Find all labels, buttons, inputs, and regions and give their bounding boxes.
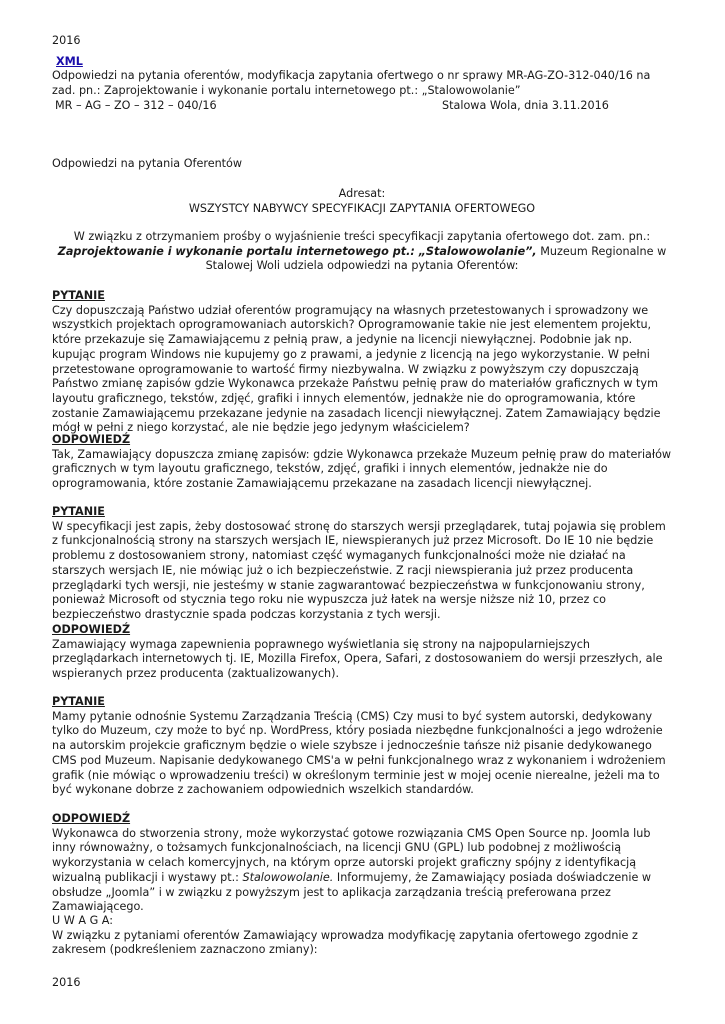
question-3 bbox=[52, 695, 672, 798]
question-2 bbox=[52, 505, 672, 623]
question-label: PYTANIE bbox=[52, 289, 105, 302]
question-label: PYTANIE bbox=[52, 505, 105, 518]
answer-text: Tak, Zamawiający dopuszcza zmianę zapisów: gdzie Wykonawca przekaże Muzeum pełnię praw do materiałów graficznych w tym layoutu graficznego, tekstów, zdjęć, grafiki i innych elementów, jednakże nie do oprogramowania, które zostanie Zamawiającemu przekazane na zasadach licencji niewyłącznej. bbox=[52, 447, 672, 491]
answer-3 bbox=[52, 812, 672, 915]
addressee-value: WSZYSTCY NABYWCY SPECYFIKACJI ZAPYTANIA OFERTOWEGO bbox=[188, 201, 536, 215]
publication-title: Stalowowolanie. bbox=[242, 870, 334, 884]
answer-text: Zamawiający wymaga zapewnienia poprawnego wyświetlania się strony na najpopularniejszych przeglądarkach internetowych tj. IE, Mozilla Firefox, Opera, Safari, z dostosowaniem do wersji przeszłych, ale wspieranych przez producenta (zaktualizowanych). bbox=[52, 637, 663, 681]
answer-text-before: Wykonawca do stworzenia strony, może wykorzystać gotowe rozwiązania CMS Open Source np. Joomla lub inny równoważny, o tożsamych funkcjonalnościach, na licencji GNU (GPL) lub podobnej z możliwością wykorzystania w celach komercyjnych, na którym oprze autorski projekt graficzny spójny z identyfikacją wizualną publikacji i wystawy pt.: bbox=[52, 826, 651, 884]
lead-text-after: Muzeum Regionalne w Stalowej Woli udziela odpowiedzi na pytania Oferentów: bbox=[205, 244, 667, 273]
answer-text bbox=[52, 827, 672, 915]
question-1 bbox=[52, 289, 672, 436]
answer-label: ODPOWIEDŹ bbox=[52, 433, 131, 446]
addressee-label: Adresat: bbox=[338, 187, 386, 200]
reference-row bbox=[52, 99, 672, 114]
notice-block bbox=[52, 914, 672, 958]
question-text: Mamy pytanie odnośnie Systemu Zarządzania Treścią (CMS) Czy musi to być system autorski, dedykowany tylko do Muzeum, czy może to być np. WordPress, który posiada niezbędne funkcjonalności a jego wdrożenie na autorskim projekcie graficznym będzie o wiele szybsze i jednocześnie tańsze niż pisanie dedykowanego CMS pod Muzeum. Napisanie dedykowanego CMS'a w pełni funkcjonalnego wraz z wykonaniem i wdrożeniem grafik (nie mówiąc o wprowadzeniu treści) w określonym terminie jest w mojej ocenie nierealne, jeżeli ma to być wykonane dobrze z zachowaniem odpowiednich wszelkich standardów. bbox=[52, 709, 666, 797]
lead-text-before: W związku z otrzymaniem prośby o wyjaśnienie treści specyfikacji zapytania ofertowego dot. zam. pn.: bbox=[73, 230, 651, 243]
lead-task-name: Zaprojektowanie i wykonanie portalu internetowego pt.: „Stalowowolanie”, bbox=[57, 244, 537, 258]
intro-title: Odpowiedzi na pytania Oferentów bbox=[52, 157, 243, 170]
answer-2 bbox=[52, 623, 672, 682]
answer-label: ODPOWIEDŹ bbox=[52, 812, 131, 825]
question-text: Czy dopuszczają Państwo udział oferentów programujący na własnych przetestowanych i sprowadzony we wszystkich projektach oprogramowaniach autorskich? Oprogramowanie takie nie jest elementem projektu, które przekazuje się Zamawiającemu z pełnią praw, a jedynie na licencji niewyłącznej. Podobnie jak np. kupując program Windows nie kupujemy go z prawami, a jedynie z licencją na jego wykorzystanie. W pełni przetestowane oprogramowanie to wartość firmy niezbywalna. W związku z powyższym czy dopuszczają Państwo zmianę zapisów gdzie Wykonawca przekaże Państwu pełnię praw do materiałów graficznych w tym layoutu graficznego, tekstów, zdjęć, grafiki i innych elementów, jednakże nie do oprogramowania, które zostanie Zamawiającemu przekazane jedynie na zasadach licencji niewyłącznej. Zatem Zamawiający będzie mógł w pełni z niego korzystać, ale nie będzie jego jedynym właścicielem? bbox=[52, 303, 661, 435]
notice-text: W związku z pytaniami oferentów Zamawiający wprowadza modyfikację zapytania ofertowego zgodnie z zakresem (podkreśleniem zaznaczono zmiany): bbox=[52, 928, 638, 957]
page-year-top: 2016 bbox=[52, 34, 81, 47]
document-heading: Odpowiedzi na pytania oferentów, modyfikacja zapytania ofertwego o nr sprawy MR-AG-ZO-312-040/16 na zad. pn.: Zaprojektowanie i wykonanie portalu internetowego pt.: „Stalowowolanie” bbox=[52, 69, 651, 97]
xml-link[interactable]: XML bbox=[56, 55, 83, 68]
question-label: PYTANIE bbox=[52, 695, 105, 708]
answer-1 bbox=[52, 433, 672, 492]
notice-title: U W A G A: bbox=[52, 914, 114, 927]
reference-number: MR – AG – ZO – 312 – 040/16 bbox=[55, 99, 217, 112]
place-date: Stalowa Wola, dnia 3.11.2016 bbox=[442, 99, 609, 112]
page-year-bottom: 2016 bbox=[52, 976, 81, 989]
question-text: W specyfikacji jest zapis, żeby dostosować stronę do starszych wersji przeglądarek, tutaj pojawia się problem z funkcjonalnością strony na starszych wersjach IE, niewspieranych już przez Microsoft. Do IE 10 nie będzie problemu z dostosowaniem strony, natomiast część wymaganych funkcjonalności może nie działać na starszych wersjach IE, nie mówiąc już o ich bezpieczeństwie. Z racji niewspierania już przez producenta przeglądarki tych wersji, nie jesteśmy w stanie zagwarantować bezpieczeństwa w funkcjonowaniu strony, ponieważ Microsoft od stycznia tego roku nie wypuszcza już łatek na wersje niższe niż 10, przez co bezpieczeństwo drastycznie spada podczas korzystania z tych wersji. bbox=[52, 519, 666, 621]
answer-text-after: Informujemy, że Zamawiający posiada doświadczenie w obsłudze „Joomla” i w związku z powyższym jest to aplikacja zarządzania treścią preferowana przez Zamawiającego. bbox=[52, 870, 652, 914]
addressee-block bbox=[52, 187, 672, 216]
lead-paragraph bbox=[52, 230, 672, 274]
answer-label: ODPOWIEDŹ bbox=[52, 623, 131, 636]
